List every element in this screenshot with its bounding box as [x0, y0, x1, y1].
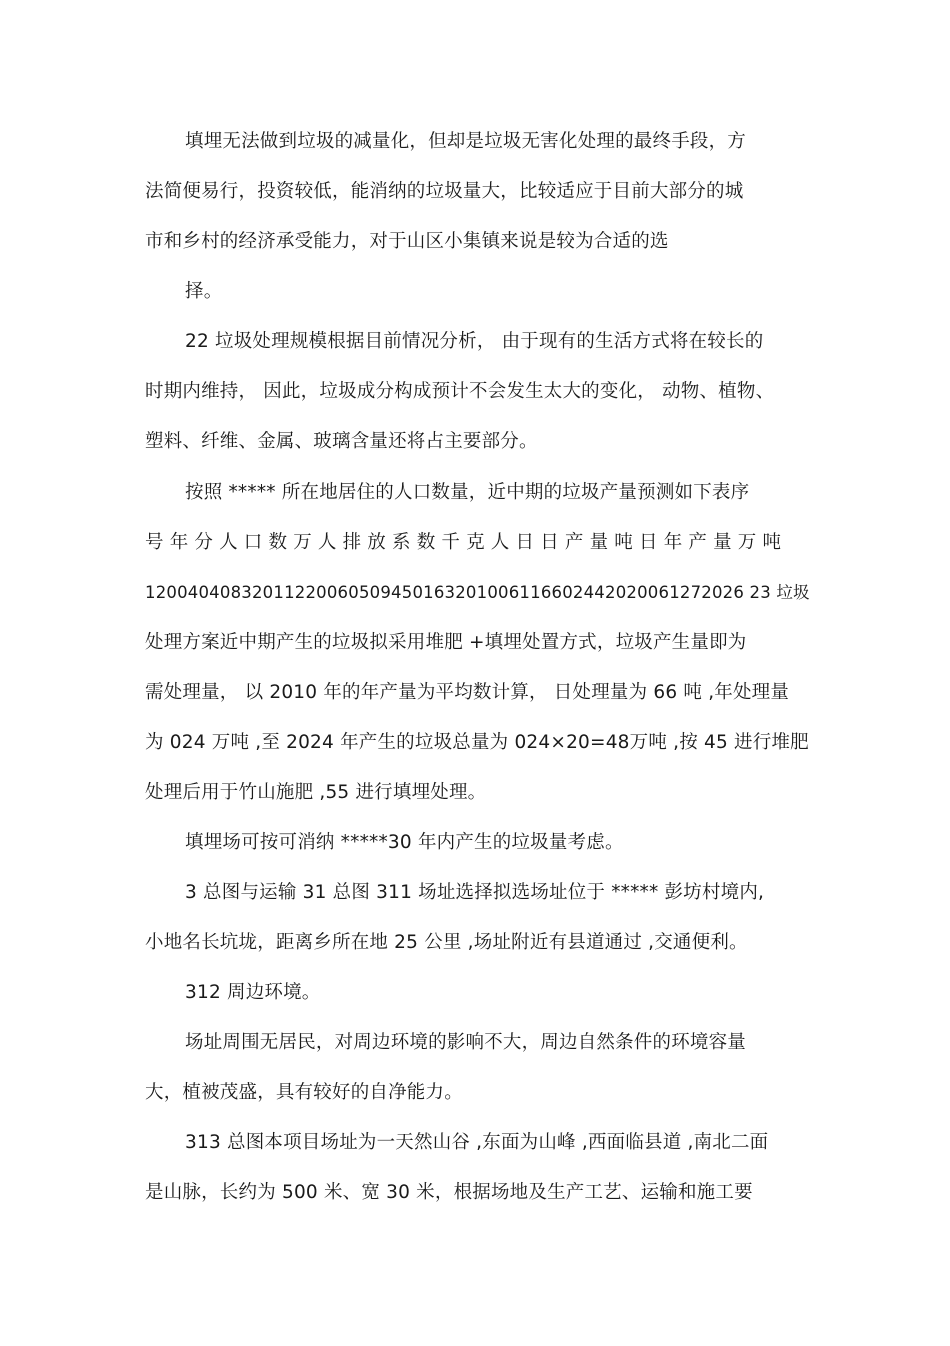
text-line-8: 按照 ***** 所在地居住的人口数量，近中期的垃圾产量预测如下表序	[185, 482, 750, 503]
text-line-14: 处理后用于竹山施肥 ,55 进行填埋处理。	[145, 782, 487, 803]
text-line-19: 场址周围无居民，对周边环境的影响不大，周边自然条件的环境容量	[185, 1032, 747, 1053]
text-line-12: 需处理量， 以 2010 年的年产量为平均数计算， 日处理量为 66 吨 ,年处理量	[145, 682, 790, 703]
text-line-2: 法简便易行，投资较低，能消纳的垃圾量大，比较适应于目前大部分的城	[145, 181, 744, 202]
text-line-17: 小地名长坑垅，距离乡所在地 25 公里 ,场址附近有县道通过 ,交通便利。	[145, 932, 748, 953]
text-line-16: 3 总图与运输 31 总图 311 场址选择拟选场址位于 ***** 彭坊村境内,	[185, 882, 765, 903]
text-line-10: 12004040832011220060509450163201006116602442020061272026 23 垃圾	[145, 583, 810, 602]
text-line-4: 择。	[185, 281, 223, 302]
text-line-13: 为 024 万吨 ,至 2024 年产生的垃圾总量为 024×20=48万吨 ,按 45 进行堆肥	[145, 732, 809, 753]
text-line-7: 塑料、纤维、金属、玻璃含量还将占主要部分。	[145, 431, 538, 452]
text-line-22: 是山脉，长约为 500 米、宽 30 米，根据场地及生产工艺、运输和施工要	[145, 1182, 753, 1203]
text-line-3: 市和乡村的经济承受能力，对于山区小集镇来说是较为合适的选	[145, 231, 669, 252]
text-line-15: 填埋场可按可消纳 *****30 年内产生的垃圾量考虑。	[185, 832, 624, 853]
text-line-18: 312 周边环境。	[185, 982, 321, 1003]
text-line-20: 大，植被茂盛，具有较好的自净能力。	[145, 1082, 463, 1103]
text-line-1: 填埋无法做到垃圾的减量化，但却是垃圾无害化处理的最终手段，方	[185, 131, 747, 152]
text-line-11: 处理方案近中期产生的垃圾拟采用堆肥 +填埋处置方式，垃圾产生量即为	[145, 632, 747, 653]
text-line-21: 313 总图本项目场址为一天然山谷 ,东面为山峰 ,西面临县道 ,南北二面	[185, 1132, 769, 1153]
text-line-5: 22 垃圾处理规模根据目前情况分析， 由于现有的生活方式将在较长的	[185, 331, 764, 352]
text-line-6: 时期内维持， 因此，垃圾成分构成预计不会发生太大的变化， 动物、植物、	[145, 381, 775, 402]
text-line-9: 号年分人口数万人排放系数千克人日日产量吨日年产量万吨	[145, 532, 788, 553]
